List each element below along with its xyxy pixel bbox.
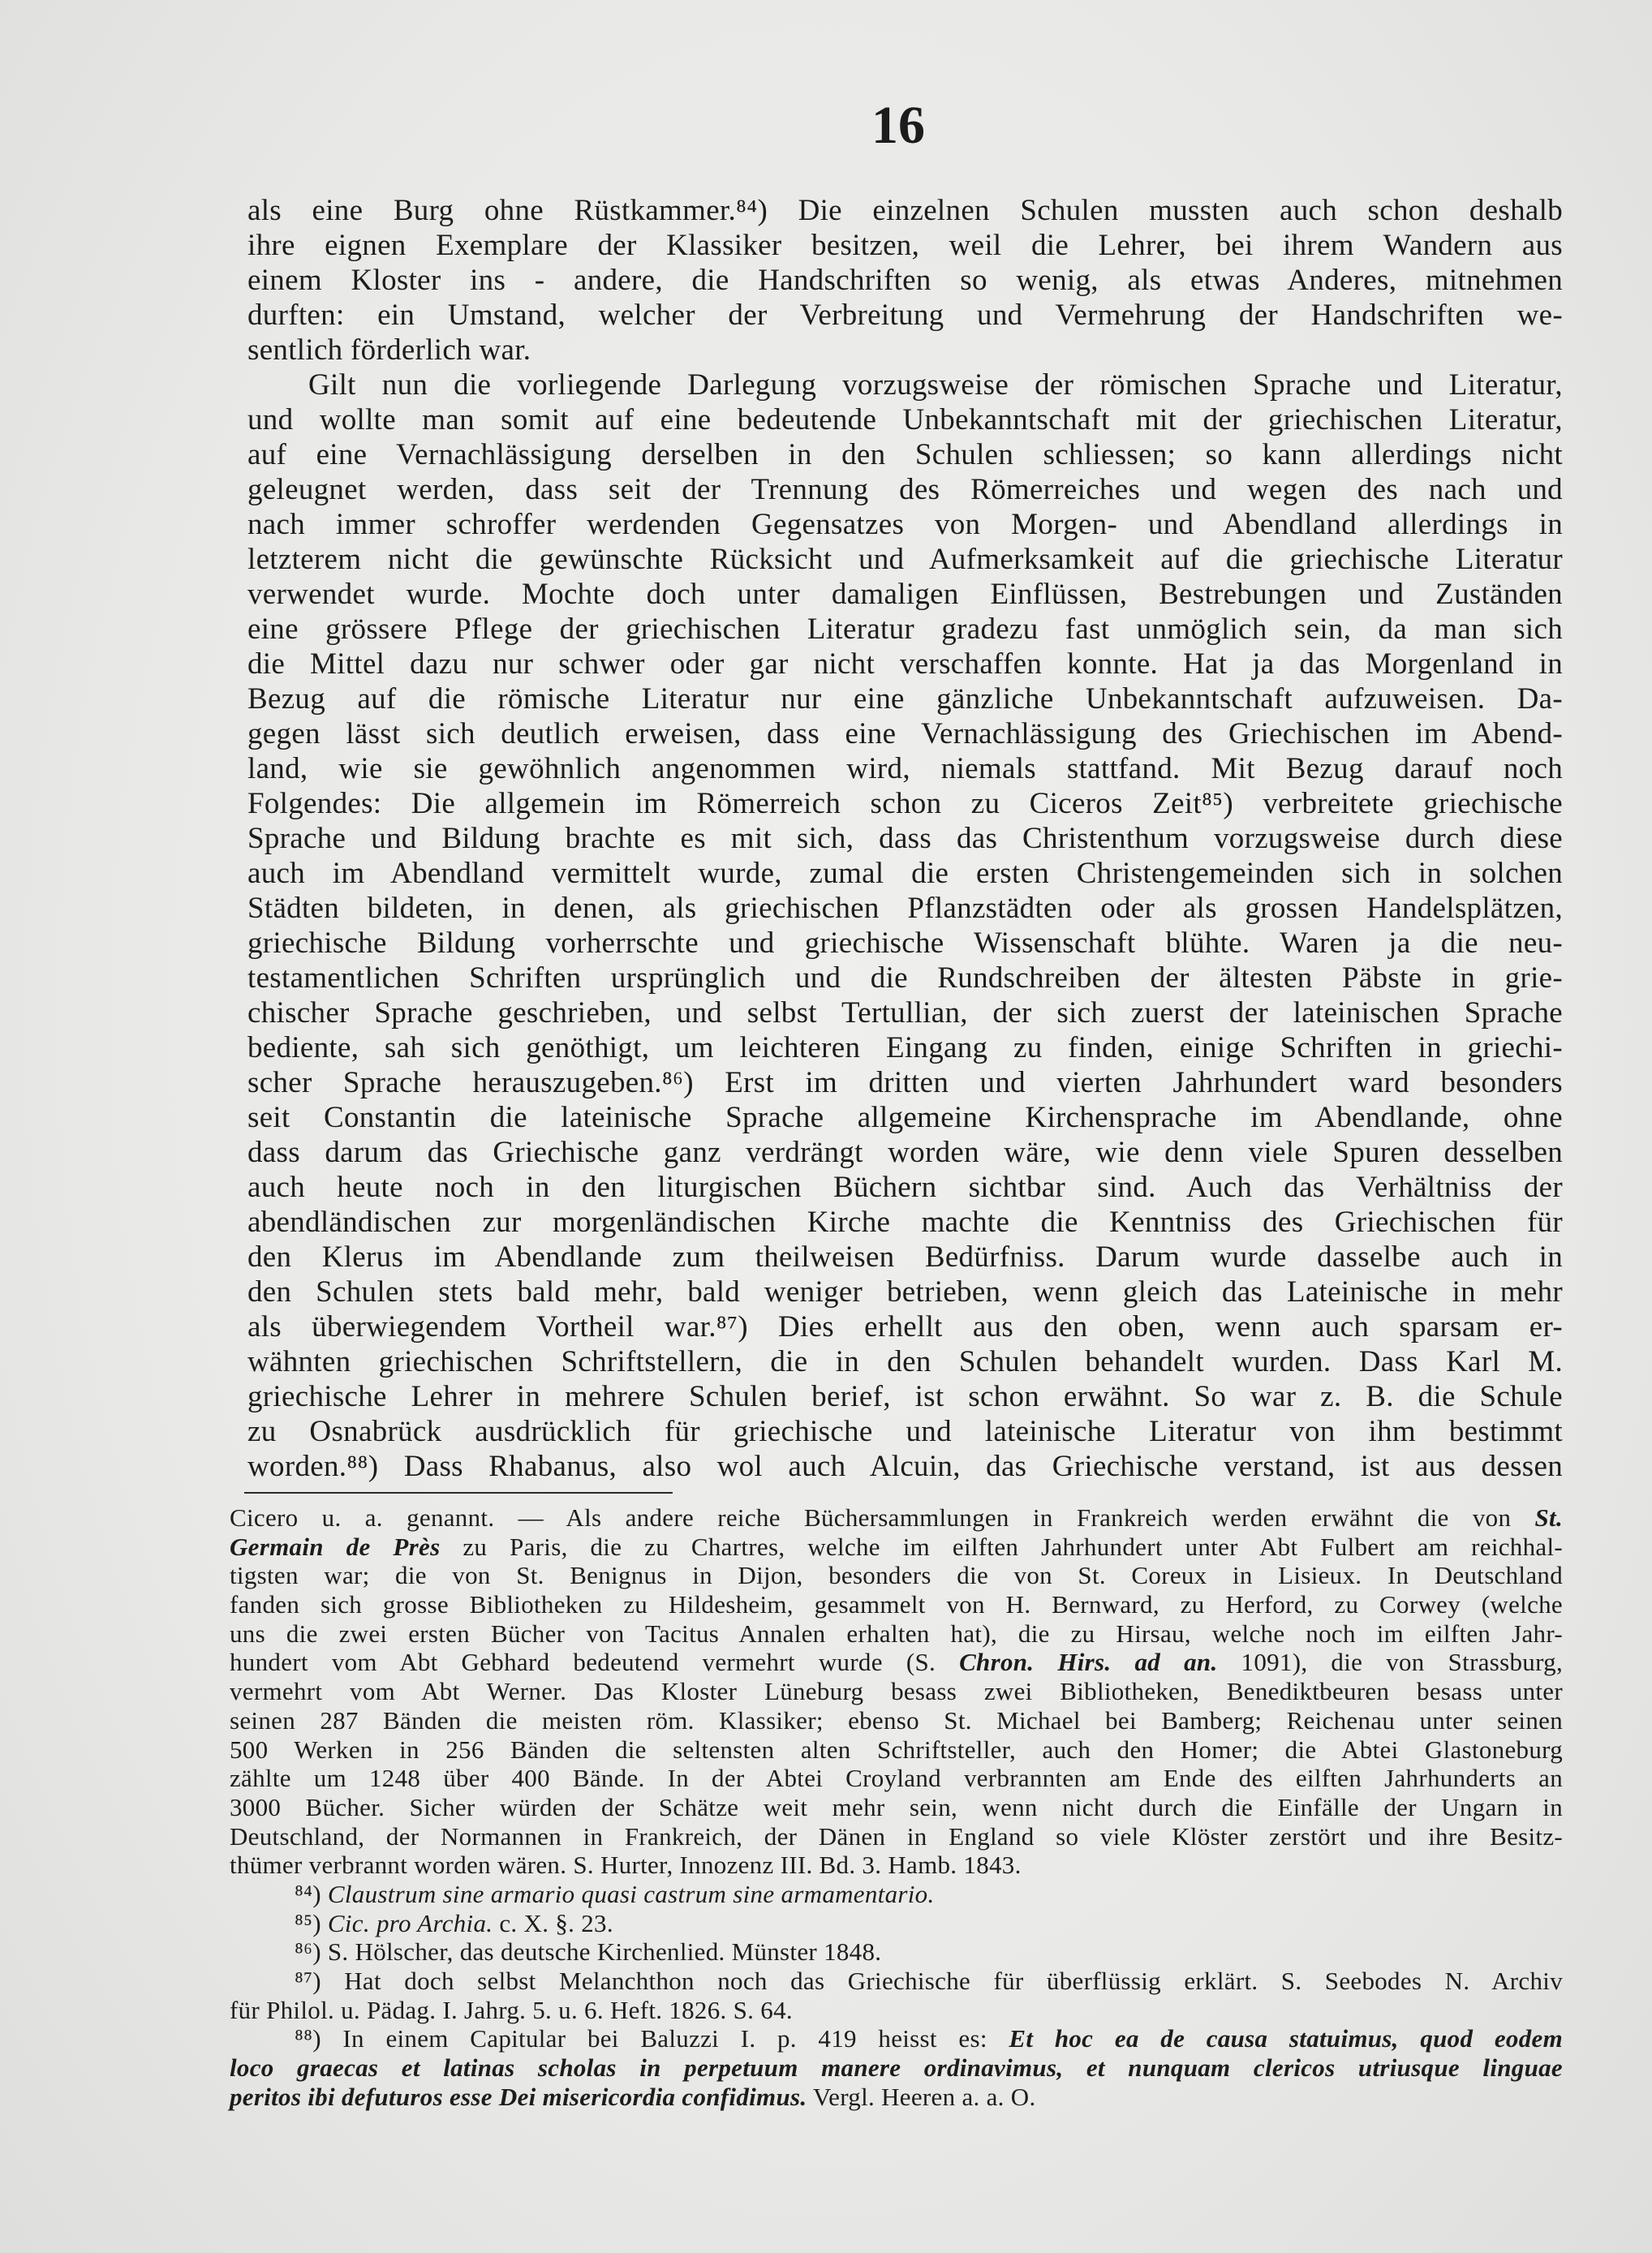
- text-line: einem Kloster ins - andere, die Handschriften so wenig, als etwas Anderes, mitnehmen: [247, 264, 1563, 297]
- footnote-text: fanden sich grosse Bibliotheken zu Hildesheim, gesammelt von H. Bernward, zu Herford, zu Corwey (welche: [230, 1590, 1563, 1619]
- paragraph-first-line: Gilt nun die vorliegende Darlegung vorzugsweise der römischen Sprache und Literatur,: [308, 368, 1563, 402]
- text-line: auch heute noch in den liturgischen Büchern sichtbar sind. Auch das Verhältniss der: [247, 1171, 1563, 1204]
- footnote-text: thümer verbrannt worden wären. S. Hurter, Innozenz III. Bd. 3. Hamb. 1843.: [230, 1851, 1022, 1880]
- footnote-text: Cicero u. a. genannt. — Als andere reiche Büchersammlungen in Frankreich werden erwähnt die von: [230, 1503, 1535, 1532]
- footnote-text: hundert vom Abt Gebhard bedeutend vermehrt wurde (S.: [230, 1648, 960, 1677]
- footnote-line: [230, 1735, 1563, 1765]
- footnote-text: 1091), die von Strassburg,: [1217, 1648, 1564, 1677]
- emphasized-text: Germain de Près: [230, 1532, 441, 1561]
- footnote-text: zählte um 1248 über 400 Bände. In der Abtei Croyland verbrannten am Ende des eilften Jahrhunderts an: [230, 1764, 1563, 1793]
- text-line: auf eine Vernachlässigung derselben in den Schulen schliessen; so kann allerdings nicht: [247, 438, 1563, 471]
- footnote-line: [230, 1764, 1563, 1793]
- emphasized-text: Claustrum sine armario quasi castrum sine armamentario.: [327, 1879, 935, 1908]
- footnote-marker: ⁸⁵): [295, 1908, 328, 1937]
- text-line: geleugnet werden, dass seit der Trennung des Römerreiches und wegen des nach und: [247, 473, 1563, 506]
- text-line: als überwiegendem Vortheil war.⁸⁷) Dies erhellt aus den oben, wenn auch sparsam er-: [247, 1310, 1563, 1344]
- footnotes: [230, 1503, 1563, 2111]
- emphasized-text: St.: [1534, 1503, 1563, 1532]
- text-line: sentlich förderlich war.: [247, 333, 531, 367]
- text-line: eine grössere Pflege der griechischen Literatur gradezu fast unmöglich sein, da man sich: [247, 613, 1563, 646]
- footnote-84: [230, 1880, 1563, 1909]
- footnote-text: tigsten war; die von St. Benignus in Dijon, besonders die von St. Coreux in Lisieux. In Deutschland: [230, 1561, 1563, 1590]
- text-line: scher Sprache herauszugeben.⁸⁶) Erst im dritten und vierten Jahrhundert ward besonders: [247, 1066, 1563, 1099]
- footnote-divider: [244, 1492, 673, 1494]
- text-line: letzterem nicht die gewünschte Rücksicht und Aufmerksamkeit auf die griechische Literatur: [247, 543, 1563, 576]
- footnote-line: [230, 2053, 1563, 2083]
- text-line: ihre eignen Exemplare der Klassiker besitzen, weil die Lehrer, bei ihrem Wandern aus: [247, 229, 1563, 262]
- footnote-88: [230, 2024, 1563, 2053]
- footnote-text: 3000 Bücher. Sicher würden der Schätze weit mehr sein, wenn nicht durch die Einfälle der Ungarn in: [230, 1792, 1563, 1821]
- footnote-text: uns die zwei ersten Bücher von Tacitus Annalen erhalten hat), die zu Hirsau, welche noch im eilften Jahr-: [230, 1619, 1563, 1648]
- text-line: griechische Bildung vorherrschte und griechische Wissenschaft blühte. Waren ja die neu-: [247, 927, 1563, 960]
- text-line: seit Constantin die lateinische Sprache allgemeine Kirchensprache im Abendlande, ohne: [247, 1101, 1563, 1134]
- text-line: land, wie sie gewöhnlich angenommen wird, niemals stattfand. Mit Bezug darauf noch: [247, 752, 1563, 785]
- text-line: Sprache und Bildung brachte es mit sich, dass das Christenthum vorzugsweise durch diese: [247, 822, 1563, 855]
- text-line: den Schulen stets bald mehr, bald weniger betrieben, wenn gleich das Lateinische in mehr: [247, 1275, 1563, 1309]
- emphasized-text: Cic. pro Archia.: [327, 1908, 493, 1937]
- footnote-text: ⁸⁸) In einem Capitular bei Baluzzi I. p. 419 heisst es:: [295, 2024, 1009, 2053]
- footnote-line: [230, 2083, 1563, 2112]
- footnote-86: [230, 1937, 1563, 1967]
- footnote-line: [230, 1590, 1563, 1619]
- text-line: wähnten griechischen Schriftstellern, die in den Schulen behandelt wurden. Dass Karl M.: [247, 1345, 1563, 1378]
- text-line: durften: ein Umstand, welcher der Verbreitung und Vermehrung der Handschriften we-: [247, 299, 1563, 332]
- footnote-line: [230, 1561, 1563, 1590]
- footnote-line: [230, 1851, 1563, 1880]
- footnote-line: [230, 1503, 1563, 1533]
- text-line: gegen lässt sich deutlich erweisen, dass eine Vernachlässigung des Griechischen im Abend-: [247, 717, 1563, 750]
- footnote-text: ⁸⁷) Hat doch selbst Melanchthon noch das Griechische für überflüssig erklärt. S. Seebodes N. Archiv: [295, 1967, 1563, 1995]
- text-line: bediente, sah sich genöthigt, um leichteren Eingang zu finden, einige Schriften in griechi-: [247, 1031, 1563, 1064]
- text-line: zu Osnabrück ausdrücklich für griechische und lateinische Literatur von ihm bestimmt: [247, 1415, 1563, 1448]
- text-line: Folgendes: Die allgemein im Römerreich schon zu Ciceros Zeit⁸⁵) verbreitete griechische: [247, 787, 1563, 820]
- emphasized-text: loco graecas et latinas scholas in perpetuum manere ordinavimus, et nunquam clericos utriusque linguae: [230, 2053, 1563, 2083]
- text-line: dass darum das Griechische ganz verdrängt worden wäre, wie denn viele Spuren desselben: [247, 1136, 1563, 1169]
- text-line: die Mittel dazu nur schwer oder gar nicht verschaffen konnte. Hat ja das Morgenland in: [247, 647, 1563, 681]
- footnote-line: [230, 1822, 1563, 1851]
- footnote-text: zu Paris, die zu Chartres, welche im eilften Jahrhundert unter Abt Fulbert am reichhal-: [440, 1532, 1564, 1561]
- text-line: Städten bildeten, in denen, als griechischen Pflanzstädten oder als grossen Handelsplätzen,: [247, 892, 1563, 925]
- text-line: auch im Abendland vermittelt wurde, zumal die ersten Christengemeinden sich in solchen: [247, 857, 1563, 890]
- footnote-text: vermehrt vom Abt Werner. Das Kloster Lüneburg besass zwei Bibliotheken, Benediktbeuren besass unter: [230, 1677, 1563, 1706]
- footnote-text: 500 Werken in 256 Bänden die seltensten alten Schriftsteller, auch den Homer; die Abtei Glastoneburg: [230, 1735, 1563, 1764]
- footnote-text: ⁸⁶) S. Hölscher, das deutsche Kirchenlied. Münster 1848.: [295, 1937, 882, 1967]
- main-text: [247, 193, 1563, 1484]
- footnote-line: [230, 1533, 1563, 1562]
- footnote-line: [230, 1648, 1563, 1677]
- text-line: als eine Burg ohne Rüstkammer.⁸⁴) Die einzelnen Schulen mussten auch schon deshalb: [247, 194, 1563, 227]
- emphasized-text: peritos ibi defuturos esse Dei misericordia confidimus.: [230, 2082, 807, 2111]
- footnote-marker: ⁸⁴): [295, 1879, 328, 1908]
- footnote-text: seinen 287 Bänden die meisten röm. Klassiker; ebenso St. Michael bei Bamberg; Reichenau unter seinen: [230, 1705, 1563, 1735]
- text-line: den Klerus im Abendlande zum theilweisen Bedürfniss. Darum wurde dasselbe auch in: [247, 1240, 1563, 1274]
- text-line: nach immer schroffer werdenden Gegensatzes von Morgen- und Abendland allerdings in: [247, 508, 1563, 541]
- text-line: abendländischen zur morgenländischen Kirche machte die Kenntniss des Griechischen für: [247, 1206, 1563, 1239]
- text-line: und wollte man somit auf eine bedeutende Unbekanntschaft mit der griechischen Literatur,: [247, 403, 1563, 436]
- text-line: worden.⁸⁸) Dass Rhabanus, also wol auch Alcuin, das Griechische verstand, ist aus dessen: [247, 1450, 1563, 1483]
- footnote-line: [230, 1996, 1563, 2025]
- emphasized-text: Et hoc ea de causa statuimus, quod eodem: [1009, 2024, 1563, 2053]
- footnote-text: Deutschland, der Normannen in Frankreich, der Dänen in England so viele Klöster zerstört und ihre Besitz-: [230, 1821, 1563, 1851]
- footnote-line: [230, 1793, 1563, 1822]
- text-line: verwendet wurde. Mochte doch unter damaligen Einflüssen, Bestrebungen und Zuständen: [247, 578, 1563, 611]
- footnote-text: c. X. §. 23.: [493, 1908, 613, 1937]
- footnote-text: Vergl. Heeren a. a. O.: [807, 2082, 1036, 2111]
- emphasized-text: Chron. Hirs. ad an.: [959, 1648, 1218, 1677]
- text-line: Bezug auf die römische Literatur nur eine gänzliche Unbekanntschaft aufzuweisen. Da-: [247, 682, 1563, 716]
- text-line: griechische Lehrer in mehrere Schulen berief, ist schon erwähnt. So war z. B. die Schule: [247, 1380, 1563, 1413]
- footnote-line: [230, 1706, 1563, 1735]
- page-number: 16: [871, 96, 925, 155]
- footnote-87: [230, 1967, 1563, 1996]
- text-line: chischer Sprache geschrieben, und selbst Tertullian, der sich zuerst der lateinischen Sprache: [247, 996, 1563, 1030]
- footnote-line: [230, 1619, 1563, 1649]
- footnote-text: für Philol. u. Pädag. I. Jahrg. 5. u. 6. Heft. 1826. S. 64.: [230, 1995, 793, 2024]
- text-line: testamentlichen Schriften ursprünglich und die Rundschreiben der ältesten Päbste in grie-: [247, 961, 1563, 995]
- footnote-85: [230, 1909, 1563, 1938]
- footnote-line: [230, 1677, 1563, 1706]
